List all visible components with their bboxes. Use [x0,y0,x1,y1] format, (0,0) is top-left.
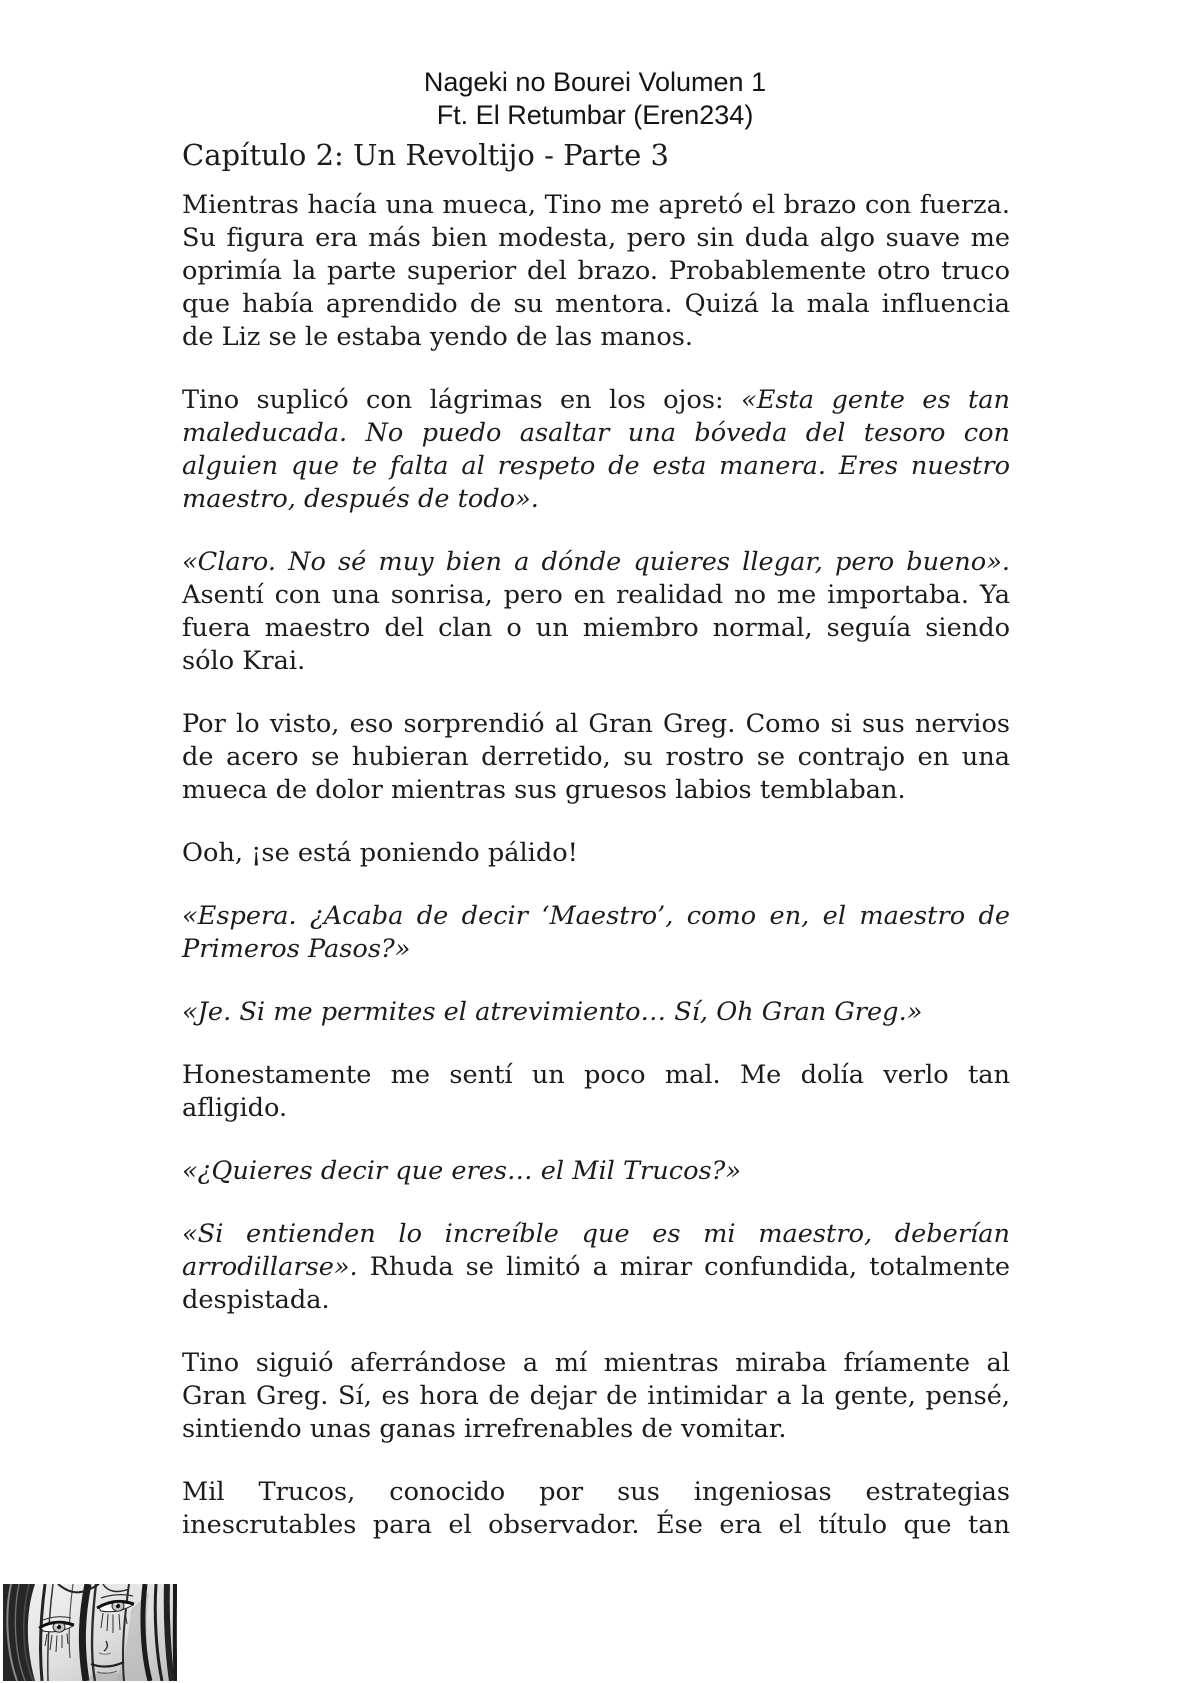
paragraph [182,189,1010,354]
narration-run: Por lo visto, eso sorprendió al Gran Greg. Como si sus nervios de acero se hubieran derretido, su rostro se contrajo en una mueca de dolor mientras sus gruesos labios temblaban. [182,709,1010,805]
dialogue-run: «Je. Si me permites el atrevimiento… Sí, Oh Gran Greg.» [182,997,923,1027]
paragraph [182,708,1010,807]
narration-run: Rhuda se limitó a mirar confundida, totalmente despistada. [182,1252,1010,1315]
chapter-title: Capítulo 2: Un Revoltijo - Parte 3 [182,138,669,172]
document-header [0,0,1190,132]
narration-run: Tino siguió aferrándose a mí mientras miraba fríamente al Gran Greg. Sí, es hora de dejar de intimidar a la gente, pensé, sintiendo unas ganas irrefrenables de vomitar. [182,1348,1010,1444]
dialogue-run: «Esta gente es tan maleducada. No puedo asaltar una bóveda del tesoro con alguien que te falta al respeto de esta manera. Eres nuestro maestro, después de todo». [182,385,1011,514]
narration-run: Mientras hacía una mueca, Tino me apretó el brazo con fuerza. Su figura era más bien modesta, pero sin duda algo suave me oprimía la parte superior del brazo. Probablemente otro truco que había aprendido de su mentora. Quizá la mala influencia de Liz se le estaba yendo de las manos. [182,190,1010,352]
narration-run: Ooh, ¡se está poniendo pálido! [182,838,578,868]
paragraph [182,1155,1010,1188]
paragraph [182,1347,1010,1446]
paragraph [182,1059,1010,1125]
dialogue-run: «Claro. No sé muy bien a dónde quieres llegar, pero bueno». [182,547,1010,577]
paragraph [182,1476,1010,1542]
dialogue-run: «Si entienden lo increíble que es mi maestro, deberían arrodillarse». [182,1219,1010,1282]
narration-run: Mil Trucos, conocido por sus ingeniosas estrategias inescrutables para el observador. Ése era el título que tan [182,1477,1010,1540]
paragraph [182,996,1010,1029]
body-paragraphs [182,189,1010,1542]
narration-run: Honestamente me sentí un poco mal. Me dolía verlo tan afligido. [182,1060,1010,1123]
manga-face-illustration [3,1584,177,1681]
paragraph [182,900,1010,966]
dialogue-run: «Espera. ¿Acaba de decir ‘Maestro’, como en, el maestro de Primeros Pasos?» [182,901,1010,964]
paragraph [182,384,1010,516]
header-credit-line: Ft. El Retumbar (Eren234) [436,100,754,130]
narration-run: Tino suplicó con lágrimas en los ojos: [182,385,742,415]
paragraph [182,546,1010,678]
narration-run: Asentí con una sonrisa, pero en realidad no me importaba. Ya fuera maestro del clan o un miembro normal, seguía siendo sólo Krai. [182,580,1010,676]
paragraph [182,1218,1010,1317]
paragraph [182,837,1010,870]
header-title-line: Nageki no Bourei Volumen 1 [423,67,767,97]
manga-face-drawing [3,1584,177,1681]
dialogue-run: «¿Quieres decir que eres… el Mil Trucos?» [182,1156,742,1186]
